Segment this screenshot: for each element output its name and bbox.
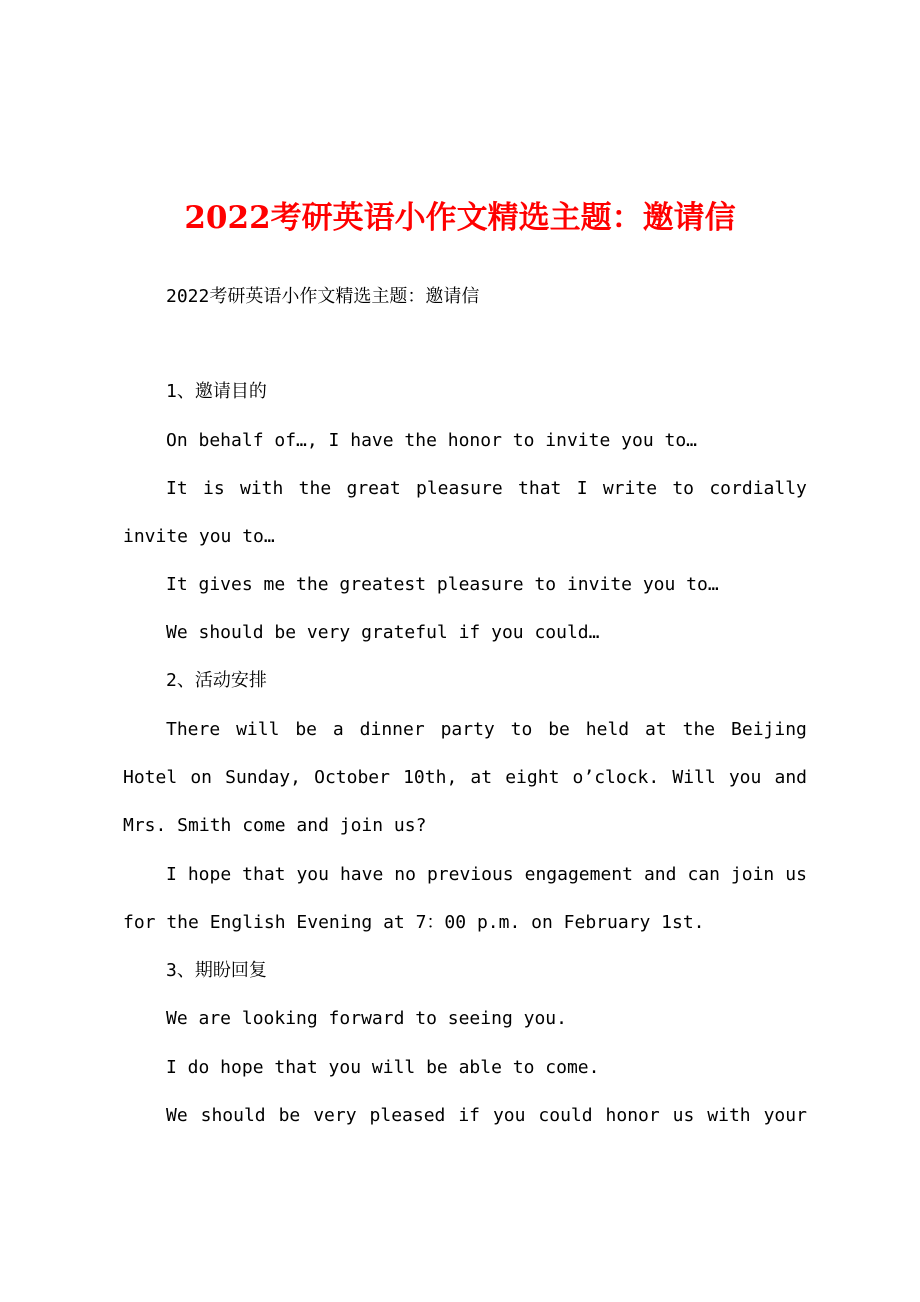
word: on <box>190 767 212 788</box>
word: your <box>763 1105 807 1126</box>
word: is <box>203 478 225 499</box>
section-heading-invitation-purpose: 1、邀请目的 <box>166 381 267 402</box>
word: have <box>339 864 384 885</box>
word: if <box>458 1105 480 1126</box>
word: I <box>576 478 588 499</box>
word: Sunday, <box>225 767 301 788</box>
word: cordially <box>709 478 807 499</box>
word: engagement <box>524 864 633 885</box>
section-heading-event-arrangement: 2、活动安排 <box>166 670 267 691</box>
word: with <box>707 1105 751 1126</box>
word: pleased <box>369 1105 446 1126</box>
paragraph-line: Mrs. Smith come and join us? <box>123 815 427 836</box>
word: that <box>518 478 562 499</box>
word: us <box>672 1105 695 1126</box>
word: previous <box>426 864 514 885</box>
paragraph-line: On behalf of…, I have the honor to invite you to… <box>166 430 698 451</box>
word: write <box>602 478 658 499</box>
justified-line <box>166 474 807 504</box>
word: dinner <box>359 719 425 740</box>
word: We <box>166 1105 188 1126</box>
word: I <box>166 864 177 885</box>
word: the <box>682 719 716 740</box>
word: Beijing <box>731 719 807 740</box>
word: There <box>166 719 221 740</box>
word: 10th, <box>403 767 458 788</box>
word: It <box>166 478 188 499</box>
word: you <box>492 1105 526 1126</box>
paragraph-line: We are looking forward to seeing you. <box>166 1008 567 1029</box>
word: Will <box>672 767 716 788</box>
word: held <box>585 719 630 740</box>
word: pleasure <box>416 478 503 499</box>
justified-line <box>166 1101 807 1131</box>
word: us <box>785 864 807 885</box>
word: honor <box>605 1105 660 1126</box>
word: hope <box>187 864 232 885</box>
justified-line <box>166 860 807 890</box>
document-subtitle: 2022考研英语小作文精选主题：邀请信 <box>166 286 480 307</box>
document-title: 2022考研英语小作文精选主题：邀请信 <box>184 200 736 236</box>
word: with <box>240 478 284 499</box>
paragraph-line: for the English Evening at 7：00 p.m. on February 1st. <box>123 912 705 933</box>
word: you <box>296 864 329 885</box>
word: be <box>278 1105 301 1126</box>
word: be <box>295 719 318 740</box>
word: and <box>774 767 807 788</box>
word: will <box>236 719 280 740</box>
word: a <box>332 719 344 740</box>
word: be <box>548 719 570 740</box>
word: you <box>728 767 762 788</box>
justified-line <box>123 763 807 793</box>
word: great <box>346 478 401 499</box>
word: very <box>313 1105 357 1126</box>
word: that <box>242 864 286 885</box>
word: can <box>687 864 720 885</box>
paragraph-line: We should be very grateful if you could… <box>166 622 600 643</box>
word: Hotel <box>123 767 178 788</box>
word: could <box>538 1105 593 1126</box>
word: the <box>298 478 332 499</box>
word: should <box>200 1105 266 1126</box>
word: at <box>645 719 667 740</box>
paragraph-line: I do hope that you will be able to come. <box>166 1057 600 1078</box>
word: no <box>394 864 416 885</box>
word: join <box>730 864 775 885</box>
word: and <box>643 864 677 885</box>
section-heading-expect-reply: 3、期盼回复 <box>166 960 267 981</box>
word: October <box>314 767 390 788</box>
paragraph-line: It gives me the greatest pleasure to invite you to… <box>166 574 719 595</box>
word: party <box>440 719 495 740</box>
word: eight <box>505 767 560 788</box>
justified-line <box>166 715 807 745</box>
paragraph-line: invite you to… <box>123 526 275 547</box>
word: to <box>672 478 695 499</box>
word: to <box>510 719 533 740</box>
word: o’clock. <box>572 767 660 788</box>
word: at <box>470 767 493 788</box>
